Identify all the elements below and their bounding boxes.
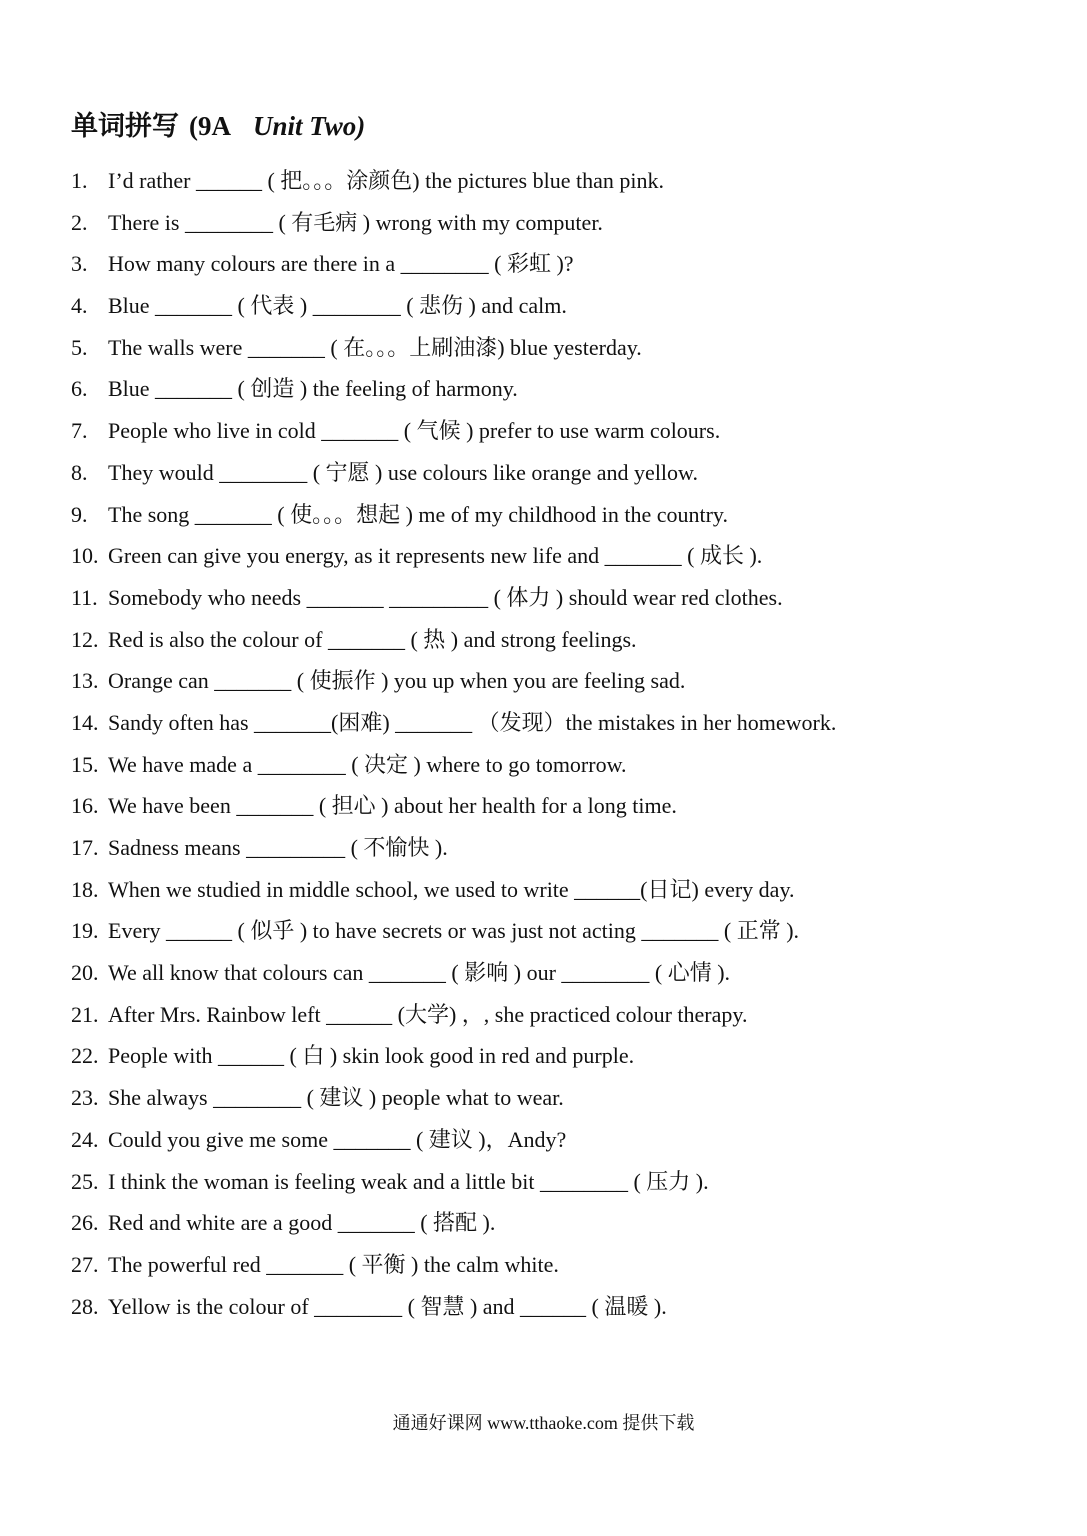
item-number: 4.: [71, 293, 88, 319]
exercise-item: [71, 1119, 1061, 1161]
exercise-item: [71, 410, 1061, 452]
item-sentence: People who live in cold _______ ( 气候 ) prefer to use warm colours.: [108, 418, 721, 444]
title-grade-code: (9A: [189, 111, 231, 141]
item-sentence: Red is also the colour of _______ ( 热 ) and strong feelings.: [108, 626, 637, 652]
exercise-item: [71, 535, 1061, 577]
item-sentence: Sandy often has _______(困难) _______ （发现）the mistakes in her homework.: [108, 709, 837, 735]
item-number: 20.: [71, 960, 99, 986]
exercise-item: [71, 1244, 1061, 1286]
exercise-item: [71, 702, 1061, 744]
item-number: 28.: [71, 1293, 99, 1319]
exercise-item: [71, 327, 1061, 369]
item-sentence: I think the woman is feeling weak and a little bit ________ ( 压力 ).: [108, 1168, 709, 1194]
exercise-item: [71, 1035, 1061, 1077]
item-sentence: We have made a ________ ( 决定 ) where to go tomorrow.: [108, 751, 627, 777]
exercise-item: [71, 869, 1061, 911]
exercise-item: [71, 952, 1061, 994]
item-number: 26.: [71, 1210, 99, 1236]
item-number: 1.: [71, 168, 88, 193]
title-unit: Unit Two): [253, 111, 366, 141]
item-number: 3.: [71, 251, 88, 277]
exercise-item: [71, 827, 1061, 869]
item-sentence: Blue _______ ( 代表 ) ________ ( 悲伤 ) and calm.: [108, 293, 567, 319]
item-sentence: Every ______ ( 似乎 ) to have secrets or was just not acting _______ ( 正常 ).: [108, 918, 800, 944]
exercise-item: [71, 577, 1061, 619]
exercise-item: [71, 285, 1061, 327]
item-sentence: Green can give you energy, as it represents new life and _______ ( 成长 ).: [108, 543, 763, 569]
exercise-item: [71, 619, 1061, 661]
item-number: 11.: [71, 584, 98, 610]
item-number: 15.: [71, 751, 99, 777]
exercise-item: [71, 368, 1061, 410]
item-number: 14.: [71, 709, 99, 735]
exercise-list: [71, 160, 1061, 1327]
item-sentence: We all know that colours can _______ ( 影响 ) our ________ ( 心情 ).: [108, 960, 731, 986]
item-number: 7.: [71, 418, 88, 444]
item-sentence: They would ________ ( 宁愿 ) use colours like orange and yellow.: [108, 459, 699, 485]
title-chinese: 单词拼写: [71, 111, 179, 142]
item-sentence: Yellow is the colour of ________ ( 智慧 ) and ______ ( 温暖 ).: [108, 1293, 667, 1319]
item-number: 27.: [71, 1251, 99, 1277]
item-sentence: Somebody who needs _______ _________ ( 体力 ) should wear red clothes.: [108, 584, 783, 610]
exercise-item: [71, 202, 1061, 244]
item-number: 5.: [71, 334, 88, 360]
item-sentence: The song _______ ( 使。。。想起 ) me of my childhood in the country.: [108, 501, 728, 527]
item-number: 22.: [71, 1043, 99, 1069]
exercise-item: [71, 1161, 1061, 1203]
exercise-item: [71, 452, 1061, 494]
item-sentence: The powerful red _______ ( 平衡 ) the calm white.: [108, 1251, 559, 1277]
item-sentence: She always ________ ( 建议 ) people what to wear.: [108, 1085, 564, 1111]
exercise-item: [71, 243, 1061, 285]
item-number: 23.: [71, 1085, 99, 1111]
item-number: 12.: [71, 626, 99, 652]
item-sentence: The walls were _______ ( 在。。。上刷油漆) blue yesterday.: [108, 334, 642, 360]
exercise-item: [71, 1286, 1061, 1328]
page-title: [71, 104, 365, 143]
item-sentence: How many colours are there in a ________ ( 彩虹 )?: [108, 251, 574, 277]
exercise-item: [71, 744, 1061, 786]
item-sentence: When we studied in middle school, we used to write ______(日记) every day.: [108, 876, 795, 902]
item-number: 2.: [71, 209, 88, 235]
item-number: 8.: [71, 459, 88, 485]
item-sentence: After Mrs. Rainbow left ______ (大学) ，, she practiced colour therapy.: [108, 1001, 748, 1027]
item-number: 24.: [71, 1126, 99, 1152]
item-number: 6.: [71, 376, 88, 402]
exercise-item: [71, 494, 1061, 536]
item-sentence: Orange can _______ ( 使振作 ) you up when you are feeling sad.: [108, 668, 686, 694]
item-number: 10.: [71, 543, 99, 569]
exercise-item: [71, 785, 1061, 827]
item-sentence: Blue _______ ( 创造 ) the feeling of harmony.: [108, 376, 518, 402]
item-sentence: We have been _______ ( 担心 ) about her health for a long time.: [108, 793, 677, 819]
item-number: 19.: [71, 918, 99, 944]
item-sentence: Sadness means _________ ( 不愉快 ).: [108, 835, 448, 860]
item-sentence: I’d rather ______ ( 把。。。涂颜色) the pictures blue than pink.: [108, 168, 664, 193]
item-number: 17.: [71, 835, 99, 860]
item-sentence: People with ______ ( 白 ) skin look good in red and purple.: [108, 1043, 635, 1069]
exercise-item: [71, 910, 1061, 952]
item-number: 21.: [71, 1001, 99, 1027]
footer-credit: 通通好课网 www.tthaoke.com 提供下载: [392, 1413, 695, 1433]
item-number: 13.: [71, 668, 99, 694]
item-sentence: Could you give me some _______ ( 建议 )，Andy?: [108, 1126, 567, 1152]
item-number: 18.: [71, 876, 99, 902]
item-number: 16.: [71, 793, 99, 819]
item-number: 25.: [71, 1168, 99, 1194]
exercise-item: [71, 1202, 1061, 1244]
exercise-item: [71, 660, 1061, 702]
exercise-item: [71, 1077, 1061, 1119]
exercise-item: [71, 994, 1061, 1036]
item-number: 9.: [71, 501, 88, 527]
item-sentence: Red and white are a good _______ ( 搭配 ).: [108, 1210, 496, 1236]
item-sentence: There is ________ ( 有毛病 ) wrong with my computer.: [108, 209, 603, 235]
exercise-item: [71, 160, 1061, 202]
